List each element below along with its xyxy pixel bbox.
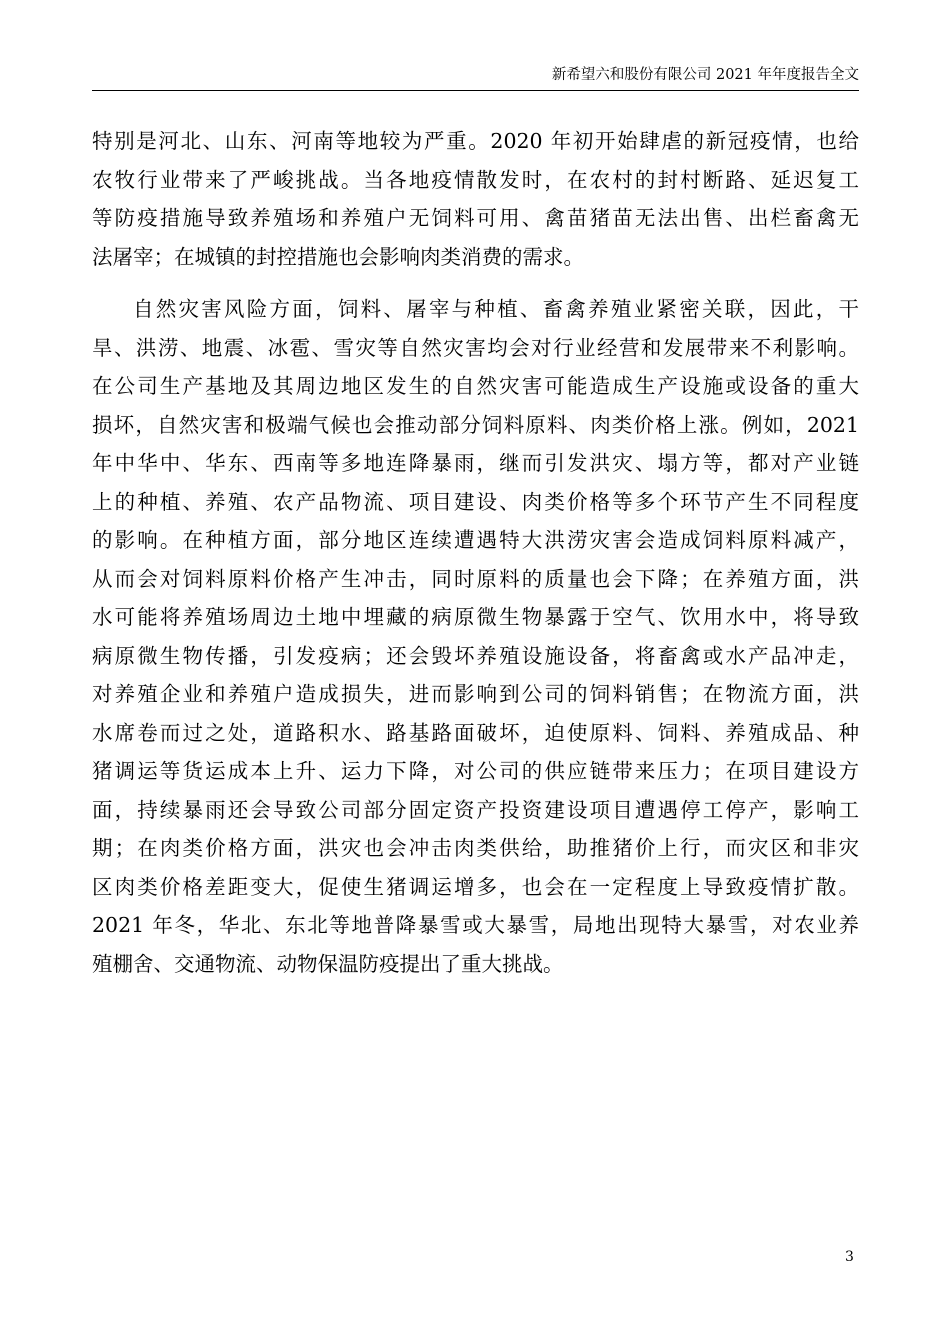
text-line: 年中华中、华东、西南等多地连降暴雨，继而引发洪灾、塌方等，都对产业链 (92, 451, 859, 475)
text-line: 水席卷而过之处，道路积水、路基路面破坏，迫使原料、饲料、养殖成品、种 (92, 720, 859, 745)
text-line: 期；在肉类价格方面，洪灾也会冲击肉类供给，助推猪价上行，而灾区和非灾 (92, 836, 859, 860)
text-line: 的影响。在种植方面，部分地区连续遭遇特大洪涝灾害会造成饲料原料减产， (92, 528, 859, 552)
header-title: 新希望六和股份有限公司 2021 年年度报告全文 (551, 67, 859, 83)
text-line: 殖棚舍、交通物流、动物保温防疫提出了重大挑战。 (92, 951, 564, 976)
text-line: 上的种植、养殖、农产品物流、项目建设、肉类价格等多个环节产生不同程度 (92, 489, 859, 514)
text-line: 水可能将养殖场周边土地中埋藏的病原微生物暴露于空气、饮用水中，将导致 (92, 605, 859, 629)
text-line: 猪调运等货运成本上升、运力下降，对公司的供应链带来压力；在项目建设方 (92, 759, 859, 783)
text-line: 农牧行业带来了严峻挑战。当各地疫情散发时，在农村的封村断路、延迟复工 (92, 167, 859, 192)
text-line: 损坏，自然灾害和极端气候也会推动部分饲料原料、肉类价格上涨。例如，2021 (92, 412, 859, 437)
text-line: 面，持续暴雨还会导致公司部分固定资产投资建设项目遭遇停工停产，影响工 (92, 797, 859, 822)
paragraph-2 (92, 290, 859, 983)
text-line: 2021 年冬，华北、东北等地普降暴雪或大暴雪，局地出现特大暴雪，对农业养 (92, 913, 859, 937)
text-line: 区肉类价格差距变大，促使生猪调运增多，也会在一定程度上导致疫情扩散。 (92, 874, 859, 899)
document-body (92, 122, 859, 983)
text-line: 等防疫措施导致养殖场和养殖户无饲料可用、禽苗猪苗无法出售、出栏畜禽无 (92, 206, 859, 230)
text-line: 对养殖企业和养殖户造成损失，进而影响到公司的饲料销售；在物流方面，洪 (92, 682, 859, 706)
text-line: 从而会对饲料原料价格产生冲击，同时原料的质量也会下降；在养殖方面，洪 (92, 566, 859, 591)
page-number: 3 (845, 1249, 854, 1265)
text-line: 特别是河北、山东、河南等地较为严重。2020 年初开始肆虐的新冠疫情，也给 (92, 129, 859, 153)
text-line: 旱、洪涝、地震、冰雹、雪灾等自然灾害均会对行业经营和发展带来不利影响。 (92, 335, 859, 360)
text-line: 法屠宰；在城镇的封控措施也会影响肉类消费的需求。 (92, 244, 584, 269)
text-line: 自然灾害风险方面，饲料、屠宰与种植、畜禽养殖业紧密关联，因此，干 (133, 297, 859, 321)
text-line: 病原微生物传播，引发疫病；还会毁坏养殖设施设备，将畜禽或水产品冲走， (92, 643, 859, 668)
text-line: 在公司生产基地及其周边地区发生的自然灾害可能造成生产设施或设备的重大 (92, 374, 859, 398)
paragraph-1 (92, 122, 859, 276)
page-header (92, 62, 859, 91)
